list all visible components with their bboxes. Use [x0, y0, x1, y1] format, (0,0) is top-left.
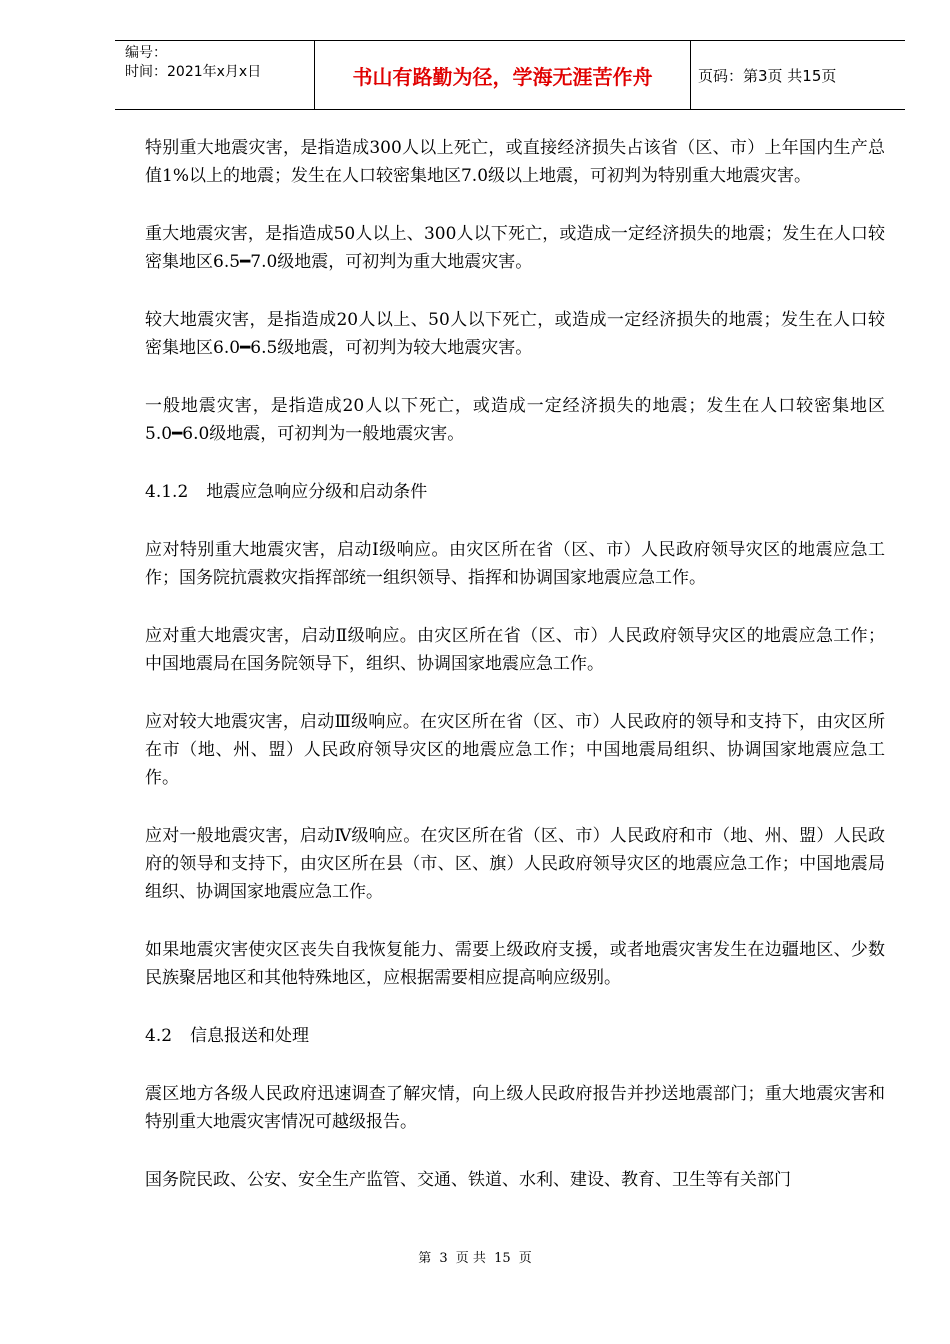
paragraph: 震区地方各级人民政府迅速调查了解灾情，向上级人民政府报告并抄送地震部门；重大地震灾害和特别重大地震灾害情况可越级报告。	[145, 1084, 885, 1132]
paragraph: 特别重大地震灾害，是指造成300人以上死亡，或直接经济损失占该省（区、市）上年国内生产总值1%以上的地震；发生在人口较密集地区7.0级以上地震，可初判为特别重大地震灾害。	[145, 138, 885, 186]
paragraph: 应对重大地震灾害，启动Ⅱ级响应。由灾区所在省（区、市）人民政府领导灾区的地震应急工作；中国地震局在国务院领导下，组织、协调国家地震应急工作。	[145, 626, 885, 674]
header-page-label: 页码：第3页 共15页	[698, 66, 837, 85]
paragraph: 国务院民政、公安、安全生产监管、交通、铁道、水利、建设、教育、卫生等有关部门	[145, 1170, 791, 1190]
paragraph: 一般地震灾害，是指造成20人以下死亡，或造成一定经济损失的地震；发生在人口较密集地区5.0━6.0级地震，可初判为一般地震灾害。	[145, 396, 885, 444]
section-title: 地震应急响应分级和启动条件	[206, 482, 428, 502]
section-heading-4-2	[145, 1022, 885, 1050]
document-body	[145, 134, 885, 1224]
footer-prefix: 第	[418, 1251, 432, 1266]
header-number-label: 编号：	[125, 45, 167, 61]
section-number: 4.1.2	[145, 482, 189, 502]
header-motto: 书山有路勤为径，学海无涯苦作舟	[315, 41, 691, 109]
page-header	[115, 40, 905, 110]
paragraph: 如果地震灾害使灾区丧失自我恢复能力、需要上级政府支援，或者地震灾害发生在边疆地区、少数民族聚居地区和其他特殊地区，应根据需要相应提高响应级别。	[145, 940, 885, 988]
footer-page-number: 3	[439, 1251, 448, 1266]
header-meta-cell	[115, 41, 315, 109]
paragraph: 应对较大地震灾害，启动Ⅲ级响应。在灾区所在省（区、市）人民政府的领导和支持下，由灾区所在市（地、州、盟）人民政府领导灾区的地震应急工作；中国地震局组织、协调国家地震应急工作。	[145, 712, 885, 788]
section-title: 信息报送和处理	[190, 1026, 310, 1046]
paragraph: 重大地震灾害，是指造成50人以上、300人以下死亡，或造成一定经济损失的地震；发生在人口较密集地区6.5━7.0级地震，可初判为重大地震灾害。	[145, 224, 885, 272]
footer-suffix: 页	[518, 1251, 532, 1266]
footer-mid: 页 共	[455, 1251, 486, 1266]
paragraph: 应对一般地震灾害，启动Ⅳ级响应。在灾区所在省（区、市）人民政府和市（地、州、盟）人民政府的领导和支持下，由灾区所在县（市、区、旗）人民政府领导灾区的地震应急工作；中国地震局组织、协调国家地震应急工作。	[145, 826, 885, 902]
section-heading-4-1-2	[145, 478, 885, 506]
footer-total-pages: 15	[494, 1251, 511, 1266]
header-time-label: 时间：2021年x月x日	[125, 64, 262, 80]
page-footer	[0, 1247, 950, 1266]
paragraph: 应对特别重大地震灾害，启动Ⅰ级响应。由灾区所在省（区、市）人民政府领导灾区的地震应急工作；国务院抗震救灾指挥部统一组织领导、指挥和协调国家地震应急工作。	[145, 540, 885, 588]
paragraph: 较大地震灾害，是指造成20人以上、50人以下死亡，或造成一定经济损失的地震；发生在人口较密集地区6.0━6.5级地震，可初判为较大地震灾害。	[145, 310, 885, 358]
section-number: 4.2	[145, 1026, 173, 1046]
